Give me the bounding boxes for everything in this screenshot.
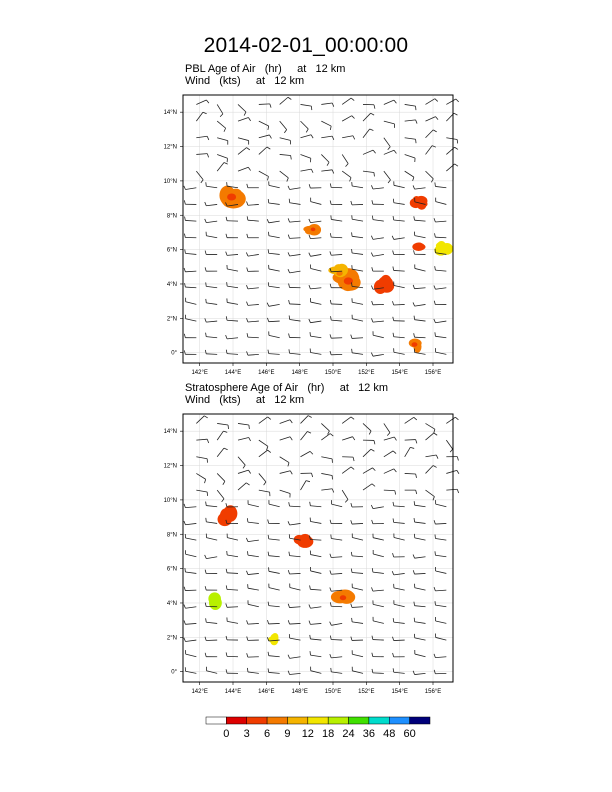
lat-tick-label: 4°N: [166, 281, 177, 288]
lon-tick-label: 154°E: [391, 370, 408, 376]
lat-tick-label: 14°N: [163, 110, 177, 117]
colorbar-label: 48: [383, 728, 396, 740]
age-patch-cell: [436, 242, 446, 250]
colorbar-swatch: [410, 717, 430, 724]
colorbar-swatch: [349, 717, 369, 724]
lat-tick-label: 2°N: [166, 635, 177, 642]
colorbar-swatch: [328, 717, 348, 724]
lat-tick-label: 0°: [171, 669, 177, 676]
lon-tick-label: 144°E: [224, 370, 242, 376]
colorbar-label: 6: [264, 728, 271, 740]
lat-tick-label: 0°: [171, 350, 177, 357]
bottom-field-unit: (hr): [307, 382, 325, 394]
bottom-field-name: Stratosphere Age of Air: [185, 382, 299, 394]
lat-tick-label: 10°N: [163, 497, 177, 504]
lat-tick-label: 6°N: [166, 247, 177, 254]
colorbar-swatch: [247, 717, 267, 724]
colorbar-swatch: [287, 717, 307, 724]
lon-tick-label: 142°E: [191, 689, 208, 695]
top-field-unit: (hr): [264, 63, 282, 75]
age-patch-cell: [208, 592, 221, 605]
top-wind-unit: (kts): [219, 75, 241, 87]
colorbar-swatch: [308, 717, 328, 724]
colorbar-swatch: [226, 717, 246, 724]
colorbar-swatch: [206, 717, 226, 724]
bottom-level-word: at: [339, 382, 349, 394]
lon-tick-label: 148°E: [291, 370, 308, 376]
lat-tick-label: 12°N: [163, 144, 177, 151]
bottom-wind-unit: (kts): [219, 394, 241, 406]
colorbar-swatch: [267, 717, 287, 724]
colorbar-label: 36: [362, 728, 376, 740]
lat-tick-label: 2°N: [166, 316, 177, 323]
age-patch-core: [225, 511, 234, 518]
colorbar-label: 60: [403, 728, 416, 740]
colorbar-label: 9: [284, 728, 291, 740]
colorbar-label: 24: [342, 728, 355, 740]
age-patch-core: [415, 246, 420, 250]
lon-tick-label: 152°E: [358, 370, 375, 376]
colorbar-label: 0: [223, 728, 230, 740]
top-wind-name: Wind: [185, 75, 211, 87]
lon-tick-label: 156°E: [424, 689, 442, 695]
lat-tick-label: 8°N: [166, 213, 177, 220]
bottom-wind-name: Wind: [185, 394, 211, 406]
age-patch-core: [227, 194, 236, 201]
lon-tick-label: 144°E: [224, 689, 242, 695]
lon-tick-label: 146°E: [258, 370, 275, 376]
lon-tick-label: 156°E: [424, 370, 442, 376]
pbl-age-map[interactable]: [164, 95, 459, 376]
lon-tick-label: 152°E: [358, 689, 375, 695]
top-wind-level: 12 km: [274, 75, 305, 87]
age-patch-core: [340, 595, 346, 600]
top-wind-level-word: at: [255, 75, 266, 87]
colorbar-label: 3: [243, 728, 250, 740]
lon-tick-label: 154°E: [391, 689, 408, 695]
main-title: 2014-02-01_00:00:00: [203, 34, 409, 57]
lat-tick-label: 4°N: [166, 600, 177, 607]
top-level-value: 12 km: [315, 63, 346, 75]
colorbar-swatch: [389, 717, 409, 724]
bottom-level-value: 12 km: [358, 382, 389, 394]
lon-tick-label: 142°E: [191, 370, 208, 376]
strat-age-map[interactable]: [164, 414, 459, 695]
colorbar-label: 12: [301, 728, 314, 740]
lon-tick-label: 146°E: [258, 689, 275, 695]
lon-tick-label: 150°E: [324, 370, 342, 376]
lat-tick-label: 14°N: [163, 429, 177, 436]
bottom-wind-level: 12 km: [274, 394, 305, 406]
lat-tick-label: 6°N: [166, 566, 177, 573]
lon-tick-label: 150°E: [324, 689, 342, 695]
map-background: [183, 414, 453, 682]
colorbar-label: 18: [322, 728, 335, 740]
age-patch-core: [412, 342, 418, 347]
colorbar-swatch: [369, 717, 389, 724]
top-level-word: at: [297, 63, 307, 75]
lon-tick-label: 148°E: [291, 689, 308, 695]
colorbar: [206, 717, 430, 740]
bottom-wind-level-word: at: [255, 394, 266, 406]
lat-tick-label: 8°N: [166, 532, 177, 539]
top-field-name: PBL Age of Air: [185, 63, 256, 75]
lat-tick-label: 12°N: [163, 463, 177, 470]
age-patch-cell: [270, 634, 279, 645]
lat-tick-label: 10°N: [163, 178, 177, 185]
age-patch-core: [311, 228, 316, 232]
